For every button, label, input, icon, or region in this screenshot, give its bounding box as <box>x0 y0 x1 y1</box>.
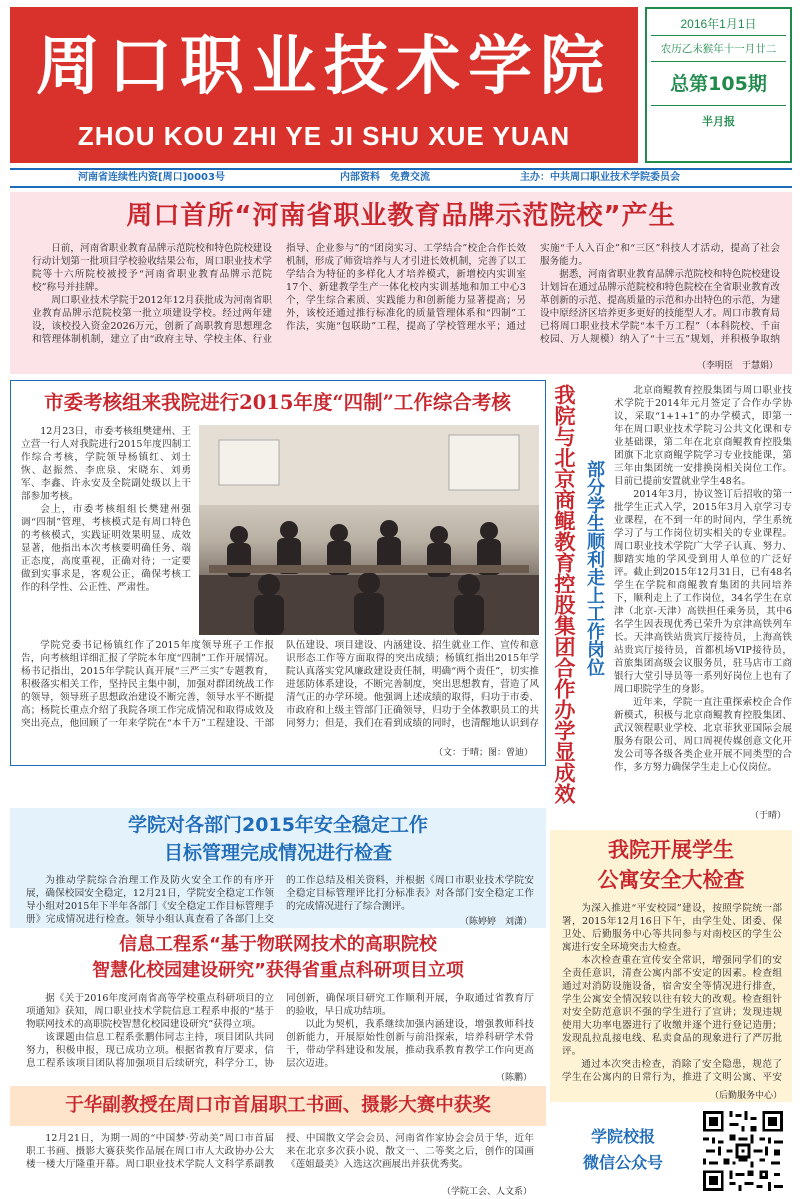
assessment-body-bottom <box>21 639 539 739</box>
info-bar <box>10 168 792 188</box>
safety-headline-l1: 学院对各部门2015年安全稳定工作 <box>128 814 428 836</box>
research-byline: （陈鹏） <box>495 1073 532 1083</box>
beijing-byline: （于晴） <box>749 811 786 821</box>
qr-code[interactable] <box>700 1108 786 1194</box>
dorm-body <box>562 902 782 1084</box>
calligraphy-byline: （学院工会、人文系） <box>441 1187 532 1197</box>
assessment-headline: 市委考核组来我院进行2015年度“四制”工作综合考核 <box>44 391 511 414</box>
dorm-headline-l2: 公寓安全大检查 <box>597 868 745 892</box>
issue-frequency: 半月报 <box>702 115 735 128</box>
qr-code-icon <box>700 1108 786 1194</box>
calligraphy-headline: 于华副教授在周口市首届职工书画、摄影大赛中获奖 <box>65 1095 491 1116</box>
safety-headline-l2: 目标管理完成情况进行检查 <box>163 842 392 864</box>
dorm-byline: （后勤服务中心） <box>709 1091 782 1101</box>
lead-paragraph: 周口职业技术学院于2012年12月获批成为河南省职业教育品牌示范院校第一批立项建设学校。经过两年建设，该校投入资金2026万元，创新了高职教育思想理念和管理体制机制，建立了由“政府主导、学校主体、行业指导、企业参与”的“团岗实习、工学结合”校企合作长效机制，形成了师资培养与人才引进长效机制，完善了以工学结合为特征的多样化人才培养模式，新增校内实训室17个、新建教学生产一体化校内实训基地和加工中心3个，学生综合素质、实践能力和创新能力显著提高；另外，该校还通过推行标准化的质量管理体系和“四制”工作法，实施“包联助”工程，提高了学校管理水平；通过实施“千人入百企”和“三区”科技人才活动，提高了社会服务能力。 <box>32 243 780 345</box>
safety-byline: （陈婷婷 刘潇） <box>459 917 532 927</box>
wechat-label-l1: 学院校报 <box>590 1127 655 1146</box>
research-paragraph: 以此为契机，我系继续加强内涵建设，增强教师科技创新能力，开展原始性创新与前沿探索，培养科研学术骨干，带动学科建设和发展，推动我系教育教学工作向更高层次迈进。 <box>286 1019 534 1069</box>
assessment-paragraph: 学院党委书记杨镇红作了2015年度领导班子工作报告，向考核组详细汇报了学院本年度“四制”工作开展情况。杨书记指出，2015年学院认真开展“三严三实”专题教育，积极落实相关工作，坚持民主集中制，加强对群团统战工作的领导，领导班子思想政治建设不断完善，领导水平不断提高；杨院长重点介绍了我院各项工作完成情况和取得成效及突出亮点，他回顾了一年来学院在“本千万”工程建设、干部队伍建设、项目建设、内涵建设、招生就业工作、宣传和意识形态工作等方面取得的突出成绩；杨镇红指出2015年学院认真落实党风廉政建设责任制，明确“两个责任”，切实推进惩防体系建设，不断完善制度，突出思想教育，营造了风清气正的办学环境。他强调上述成绩的取得，归功于市委、市政府和上级主管部门正确领导，归功于全体教职员工的共同努力；但是，我们在看到成绩的同时，也清醒地认识到存 <box>21 640 539 729</box>
research-article <box>10 930 546 1082</box>
meeting-photo-image <box>199 425 539 635</box>
issue-date: 2016年1月1日 <box>680 17 757 31</box>
assessment-body-left <box>21 425 191 635</box>
dorm-headline-l1: 我院开展学生 <box>608 838 734 862</box>
wechat-label-l2: 微信公众号 <box>582 1153 663 1172</box>
info-host: 主办：中共周口职业技术学院委员会 <box>520 172 680 183</box>
masthead-title: 周口职业技术学院 <box>36 30 612 104</box>
issue-divider <box>651 61 786 62</box>
masthead <box>10 7 638 163</box>
info-permit: 河南省连续性内资[周口]0003号 <box>78 172 225 183</box>
issue-number: 总第105期 <box>670 73 767 95</box>
assessment-paragraph: 12月23日，市委考核组樊建州、王立营一行人对我院进行2015年度四制工作综合考核，学院领导杨镇红、刘士恢、赵振然、李庶泉、宋晓东、刘勇军、李鑫、许永安及全院副处级以上干部参加考核。 <box>21 426 191 502</box>
masthead-pinyin: ZHOU KOU ZHI YE JI SHU XUE YUAN <box>77 121 571 151</box>
research-body <box>26 992 534 1078</box>
beijing-body <box>614 384 792 804</box>
beijing-paragraph: 近年来，学院一直注重探索校企合作新模式，积极与北京商鲲教育控股集团、武汉领程职业学校、北京菲狄亚国际会展服务有限公司、周口周视传媒创意文化开发公司等各级各类企业开展不同类型的合作，多方努力确保学生走上心仪岗位。 <box>614 697 792 773</box>
calligraphy-paragraph: 12月21日，为期一周的“中国梦·劳动美”周口市首届职工书画、摄影大赛获奖作品展在周口市人大政协办公大楼一楼大厅隆重开幕。周口职业技术学院人文科学系副教授、中国散文学会会员、河南省作家协会会员于华，近年来在北京多次获小说、散文一、二等奖之后，创作的国画《莲姐最美》入选这次画展出并获优秀奖。 <box>26 1133 534 1170</box>
lead-body <box>32 242 780 354</box>
lead-paragraph: 据悉，河南省职业教育品牌示范院校和特色院校建设计划旨在通过品牌示范院校和特色院校在全省职业教育改革创新的示范、提高质量的示范和办出特色的示范，为建设中原经济区培养更多更好的技能型人才。周口市教育局已将周口职业技术学院“本千万工程”（本科院校、千亩校园、万人规模）纳入了“十三五”规划，并积极争取纳 <box>540 269 780 345</box>
calligraphy-headline-band <box>10 1086 546 1126</box>
lead-paragraph: 日前，河南省职业教育品牌示范院校和特色院校建设行动计划第一批项目学校验收结果公布，周口职业技术学院等十六所院校被授予“河南省职业教育品牌示范院校”称号并挂牌。 <box>32 243 272 293</box>
dorm-paragraph: 为深入推进“平安校园”建设，按照学院统一部署，2015年12月16日下午，由学生处、团委、保卫处、后勤服务中心等共同参与对南校区的学生公寓进行安全环境突击大检查。 <box>562 903 782 953</box>
safety-article <box>10 808 546 928</box>
research-paragraph: 据《关于2016年度河南省高等学校重点科研项目的立项通知》获知，周口职业技术学院信息工程系申报的“基于物联网技术的高职院校智慧化校园建设研究”获得立项。 <box>26 993 274 1030</box>
safety-body <box>26 874 534 926</box>
lead-article <box>10 192 792 374</box>
wechat-panel <box>550 1106 792 1196</box>
lead-headline: 周口首所“河南省职业教育品牌示范院校”产生 <box>126 201 676 231</box>
assessment-article <box>10 380 546 766</box>
dorm-article <box>550 830 792 1102</box>
assessment-byline: （文：于晴；图：曾迪） <box>433 748 533 758</box>
beijing-headline-main: 我院与北京商鲲教育控股集团合作办学显成效 <box>552 384 576 804</box>
meeting-photo <box>199 425 539 635</box>
lead-byline: （李明臣 于慧娟） <box>696 361 778 371</box>
dorm-paragraph: 通过本次突击检查，消除了安全隐患，规范了学生在公寓内的日常行为，推进了文明公寓、平安 <box>562 1059 782 1083</box>
issue-divider <box>651 105 786 106</box>
dorm-paragraph: 本次检查重在宣传安全常识，增强同学们的安全责任意识，清查公寓内部不安定的因素。检查组通过对消防设施设备，宿舍安全等情况进行排查，学生公寓安全情况较以往有较大的改观。检查组针对安全防范意识不强的学生进行了宣讲；发现违规使用大功率电器进行了收缴并逐个进行登记造册；发现乱拉乱接电线、私卖食品的现象进行了严厉批评。 <box>562 955 782 1057</box>
calligraphy-body <box>26 1132 534 1184</box>
calligraphy-article <box>10 1086 546 1196</box>
safety-paragraph: 为推动学院综合治理工作及防火安全工作的有序开展，确保校园安全稳定，12月21日，学院安全稳定工作领导小组对2015年下半年各部门《安全稳定工作目标管理手册》完成情况进行检查。领导小组认真查看了各部门上交的工作总结及相关资料，并根据《周口市职业技术学院安全稳定目标管理评比打分标准表》对各部门安全稳定工作的完成情况进行了综合测评。 <box>26 875 534 925</box>
beijing-article <box>550 380 792 826</box>
assessment-paragraph: 会上，市委考核组组长樊建州强调“四制”管理、考核模式是有周口特色的考核模式，实践证明效果明显、成效显著，他指出本次考核要明确任务、端正态度，高度重视，正确对待；一定要做到实事求是，客观公正，确保考核工作的科学性、公正性、严肃性。 <box>21 504 191 593</box>
beijing-paragraph: 北京商鲲教育控股集团与周口职业技术学院于2014年元月签定了合作办学协议，采取“1+1+1”的办学模式，即第一年在周口职业技术学院习公共文化课和专业基础课，第二年在北京商鲲教育控股集团旗下北京商鲲学院学习专业技能课，第三年由集团统一安排换岗相关岗位工作。目前已提前安置就业学生48名。 <box>614 385 792 487</box>
research-headline-l1: 信息工程系“基于物联网技术的高职院校 <box>119 934 437 955</box>
info-note: 内部资料 免费交流 <box>340 172 430 183</box>
beijing-headline-sub: 部分学生顺利走上工作岗位 <box>584 460 605 676</box>
issue-lunar: 农历乙未猴年十一月廿二 <box>660 43 777 55</box>
beijing-paragraph: 2014年3月，协议签订后招收的第一批学生正式入学，2015年3月入京学习专业课程，在不到一年的时间内，学生系统学习了与工作岗位切实相关的专业课程。周口职业技术学院广大学子认真、努力、脚踏实地的学风受到用人单位的广泛好评。截止到2015年12月31日，已有48名学生在学院和商鲲教育集团的共同培养下，顺利走上了工作岗位，34名学生在京津（北京-天津）高铁担任乘务员，其中6名学生因表现优秀已荣升为京津高铁列车长。天津高铁站贵宾厅接待员，上海高铁站贵宾厅接待员，首都机场VIP接待员，首旅集团高级会议服务员，驻马店市工商银行大堂引导员等一系列好岗位上也有了周口职院学生的身影。 <box>614 489 792 695</box>
issue-panel <box>645 7 792 163</box>
issue-divider <box>651 35 786 36</box>
research-headline-l2: 智慧化校园建设研究”获得省重点科研项目立项 <box>92 960 464 981</box>
research-paragraph: 该课题由信息工程系张鹏伟同志主持，项目团队共同努力，积极申报，现已成功立项。根据省教育厅要求，信息工程系该项目团队将加强项目后续研究，科学分工，协同创新，确保项目研究工作顺利开展，争取通过省教育厅的验收，早日成功结项。 <box>26 993 534 1069</box>
